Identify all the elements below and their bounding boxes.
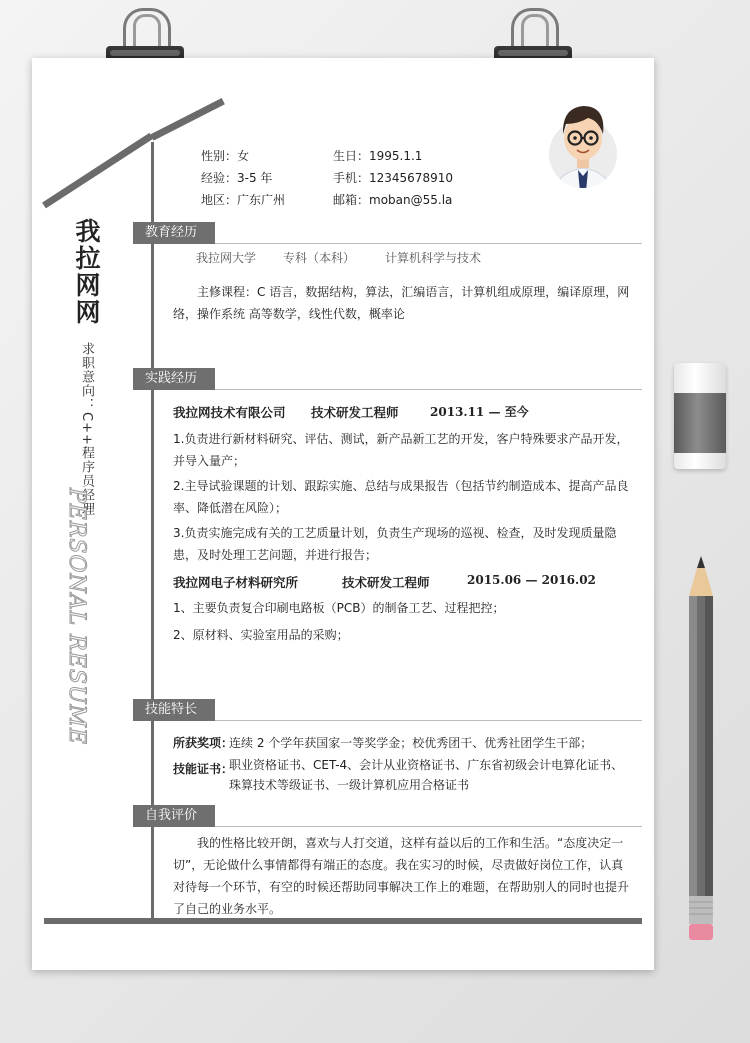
personal-resume-script: PERSONAL RESUME bbox=[64, 488, 89, 746]
birth-info: 生日：1995.1.1 bbox=[333, 149, 423, 163]
job-company: 我拉网技术有限公司 bbox=[173, 405, 286, 420]
job-company: 我拉网电子材料研究所 bbox=[173, 575, 299, 590]
job-period: 2015.06 — 2016.02 bbox=[467, 573, 596, 587]
pencil-icon bbox=[686, 556, 716, 946]
section-title-practice: 实践经历 bbox=[133, 368, 215, 390]
education-major: 计算机科学与技术 bbox=[385, 251, 482, 265]
job-period: 2013.11 — 至今 bbox=[430, 405, 529, 419]
candidate-name: 我拉网网 bbox=[75, 217, 101, 327]
education-school: 我拉网大学 bbox=[196, 251, 257, 265]
education-courses: 主修课程：C 语言，数据结构，算法，汇编语言，计算机组成原理，编译原理，网络，操作系统 高等数学，线性代数，概率论 bbox=[173, 285, 630, 321]
gender-info: 性别：女 bbox=[201, 149, 250, 163]
awards-label: 所获奖项： bbox=[173, 736, 234, 750]
phone-info: 手机：12345678910 bbox=[333, 171, 453, 185]
job-duty-item: 2.主导试验课题的计划、跟踪实施、总结与成果报告（包括节约制造成本、提高产品良率、降低潜在风险）； bbox=[173, 479, 629, 515]
section-title-skills: 技能特长 bbox=[133, 699, 215, 721]
job-duty-item: 1、主要负责复合印刷电路板（PCB）的制备工艺、过程把控； bbox=[173, 601, 505, 615]
email-info: 邮箱：moban@55.la bbox=[333, 193, 453, 207]
certificates-label: 技能证书： bbox=[173, 762, 234, 776]
section-title-self-evaluation: 自我评价 bbox=[133, 805, 215, 827]
job-duty-item: 1.负责进行新材料研究、评估、测试，新产品新工艺的开发，客户特殊要求产品开发，并导入量产； bbox=[173, 432, 629, 468]
job-position: 技术研发工程师 bbox=[342, 575, 430, 590]
certificates-text: 职业资格证书、CET-4、会计从业资格证书、广东省初级会计电算化证书、珠算技术等级证书、一级计算机应用合格证书 bbox=[229, 758, 624, 792]
job-duty-item: 3.负责实施完成有关的工艺质量计划，负责生产现场的巡视、检查，及时发现质量隐患，及时处理工艺问题，并进行报告； bbox=[173, 526, 617, 562]
section-title-education: 教育经历 bbox=[133, 222, 215, 244]
section-rule-skills bbox=[215, 720, 642, 721]
job-position: 技术研发工程师 bbox=[311, 405, 399, 420]
awards-text: 连续 2 个学年获国家一等奖学金；校优秀团干、优秀社团学生干部； bbox=[229, 736, 593, 750]
section-rule-practice bbox=[215, 389, 642, 390]
avatar bbox=[548, 96, 618, 196]
experience-info: 经验：3-5 年 bbox=[201, 171, 273, 185]
section-rule-education bbox=[215, 243, 642, 244]
eraser-icon bbox=[674, 363, 726, 469]
education-degree: 专科（本科） bbox=[283, 251, 356, 265]
self-evaluation-text: 我的性格比较开朗，喜欢与人打交道，这样有益以后的工作和生活。“态度决定一切”，无论做什么事情都得有端正的态度。我在实习的时候，尽责做好岗位工作，认真对待每一个环节，有空的时候还帮助同事解决工作上的难题，在帮助别人的同时也提升了自己的业务水平。 bbox=[173, 836, 630, 916]
region-info: 地区：广东广州 bbox=[201, 193, 286, 207]
section-rule-self-evaluation bbox=[215, 826, 642, 827]
job-duty-item: 2、原材料、实验室用品的采购； bbox=[173, 628, 349, 642]
job-objective: 求职意向：C++程序员经理 bbox=[79, 342, 94, 516]
